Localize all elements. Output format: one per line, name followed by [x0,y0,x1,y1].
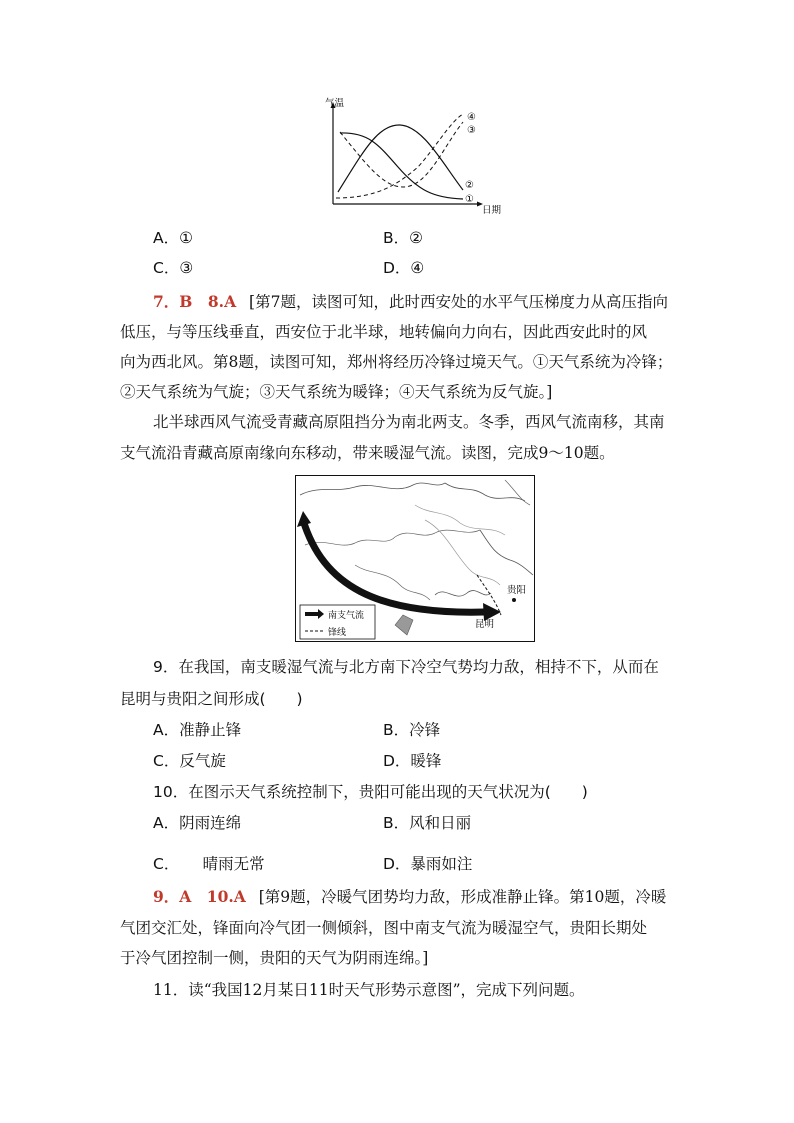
legend-dashed-label: 锋线 [328,628,347,638]
answer-7-8-line-1 [153,292,668,312]
answer-7-8-line-4: ②天气系统为气旋；③天气系统为暖锋；④天气系统为反气旋。] [120,383,553,401]
q9-stem-line-1: 9．在我国，南支暖湿气流与北方南下冷空气势均力敌，相持不下，从而在 [153,658,659,676]
intro-line-2: 支气流沿青藏高原南缘向东移动，带来暖湿气流。读图，完成9～10题。 [120,444,615,462]
map-svg [295,475,535,642]
q9-stem-line-2: 昆明与贵阳之间形成( ) [120,690,303,708]
answer-7-8-text-1: [第7题，读图可知，此时西安处的水平气压梯度力从高压指向 [249,293,668,311]
q10-option-b: B．风和日丽 [383,814,472,832]
q10-stem: 10．在图示天气系统控制下，贵阳可能出现的天气状况为( ) [153,783,588,801]
answer-7-8-line-3: 向为西北风。第8题，读图可知，郑州将经历冷锋过境天气。①天气系统为冷锋； [120,353,673,371]
legend-arrow-label: 南支气流 [328,611,365,621]
answer-7-8-line-2: 低压，与等压线垂直，西安位于北半球，地转偏向力向右，因此西安此时的风 [120,323,648,341]
answer-9-10-line-2: 气团交汇处，锋面向冷气团一侧倾斜，图中南支气流为暖湿空气，贵阳长期处 [120,919,648,937]
q9-option-d: D．暖锋 [383,752,442,770]
q9-option-a: A．准静止锋 [153,721,242,739]
q10-option-a: A．阴雨连绵 [153,814,242,832]
curve-label-3: ③ [467,125,476,136]
option-a: A．① [153,229,193,247]
temperature-graph [318,92,508,218]
curve-4 [336,114,463,198]
q10-option-d: D．暴雨如注 [383,855,473,873]
option-d: D．④ [383,259,425,277]
option-c: C．③ [153,259,194,277]
q11-stem: 11．读“我国12月某日11时天气形势示意图”，完成下列问题。 [153,981,585,999]
curve-label-4: ④ [467,112,476,123]
answer-9-10-key: 9．A 10.A [153,887,246,906]
q10-option-c: C． 晴雨无常 [153,855,265,873]
temperature-graph-svg [318,92,508,218]
answer-9-10-line-3: 于冷气团控制一侧，贵阳的天气为阴雨连绵。] [120,949,429,967]
answer-9-10-text-1: [第9题，冷暖气团势均力敌，形成准静止锋。第10题，冷暖 [258,888,667,906]
intro-line-1: 北半球西风气流受青藏高原阻挡分为南北两支。冬季，西风气流南移，其南 [153,413,665,431]
curve-label-1: ① [465,194,474,205]
x-axis-label: 日期 [482,205,502,216]
y-axis-label: 气温 [325,98,345,109]
curve-label-2: ② [465,180,474,191]
south-branch-airflow-map [295,475,535,642]
curve-3 [340,122,463,187]
answer-9-10-line-1 [153,887,666,907]
q9-option-c: C．反气旋 [153,752,226,770]
q9-option-b: B．冷锋 [383,721,441,739]
guiyang-dot [512,598,516,602]
option-b: B．② [383,229,424,247]
city-kunming: 昆明 [475,619,495,630]
city-guiyang: 贵阳 [507,585,527,596]
curve-1 [340,133,463,199]
answer-7-8-key: 7．B 8.A [153,292,237,311]
